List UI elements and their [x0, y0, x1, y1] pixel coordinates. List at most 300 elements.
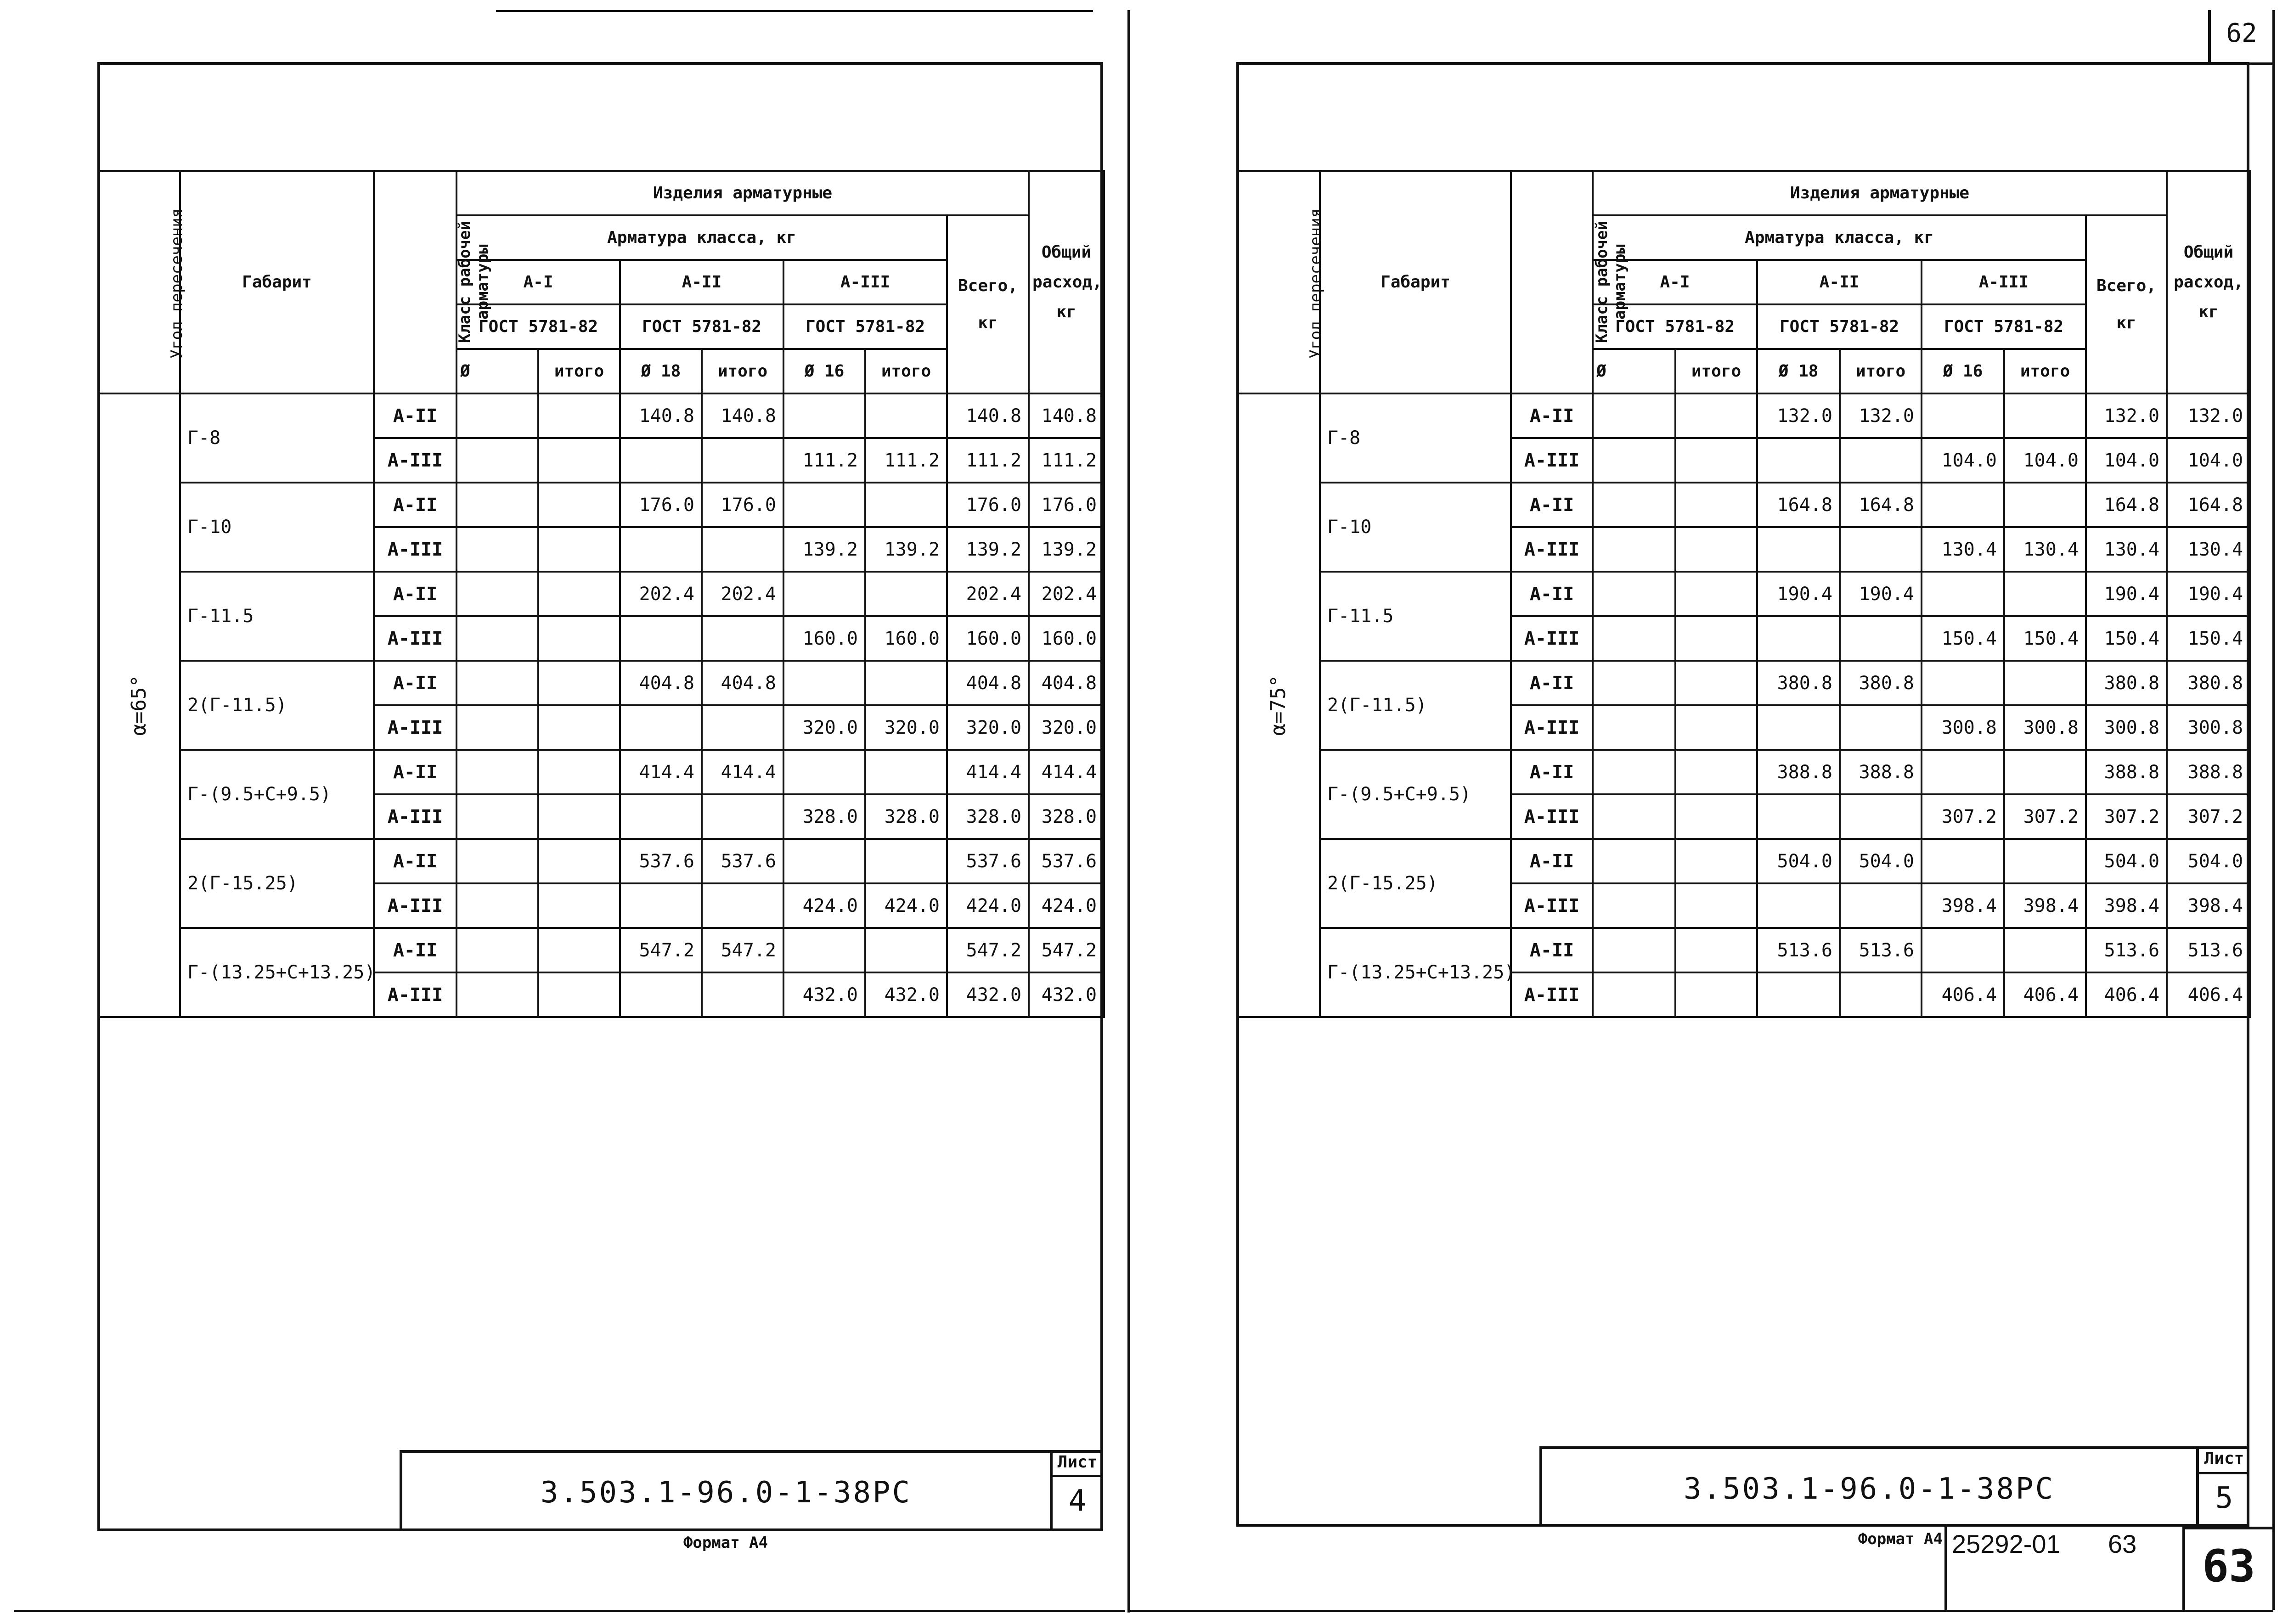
- hdr-total-1: Всего,: [958, 276, 1018, 295]
- general-cell: 398.4: [2167, 883, 2250, 928]
- hdr-dia: Ø: [1593, 349, 1675, 393]
- empty-cell: [865, 483, 947, 527]
- general-cell: 176.0: [1029, 483, 1104, 527]
- general-cell: 150.4: [2167, 616, 2250, 661]
- empty-cell: [2004, 661, 2086, 705]
- hdr-a2: А-II: [620, 260, 783, 304]
- gabarit-cell: Г-10: [1320, 483, 1511, 572]
- total-cell: 202.4: [947, 572, 1029, 616]
- top-edge-line: [496, 10, 1093, 12]
- general-cell: 504.0: [2167, 839, 2250, 883]
- hdr-a3: А-III: [1922, 260, 2086, 304]
- empty-cell: [538, 750, 620, 794]
- empty-cell: [783, 750, 865, 794]
- rebar-class-cell: А-II: [1511, 750, 1593, 794]
- empty-cell: [538, 839, 620, 883]
- value-cell: 404.8: [620, 661, 702, 705]
- empty-cell: [1593, 972, 1675, 1017]
- total-cell: 380.8: [2086, 661, 2167, 705]
- empty-cell: [1593, 483, 1675, 527]
- value-cell: 130.4: [2004, 527, 2086, 572]
- inventory-number: 25292-01: [1952, 1529, 2061, 1558]
- table-row: [98, 572, 1104, 616]
- value-cell: 190.4: [1840, 572, 1922, 616]
- hdr-total-2: кг: [978, 314, 998, 332]
- empty-cell: [538, 483, 620, 527]
- total-cell: 111.2: [947, 438, 1029, 483]
- empty-cell: [783, 839, 865, 883]
- total-cell: 307.2: [2086, 794, 2167, 839]
- empty-cell: [538, 972, 620, 1017]
- general-cell: 432.0: [1029, 972, 1104, 1017]
- rebar-class-cell: А-III: [1511, 616, 1593, 661]
- table-row: [1237, 661, 2250, 705]
- empty-cell: [1675, 750, 1757, 794]
- general-cell: 328.0: [1029, 794, 1104, 839]
- rebar-class-cell: А-III: [1511, 883, 1593, 928]
- empty-cell: [1922, 750, 2004, 794]
- stamp-right-code: 3.503.1-96.0-1-38РС: [1683, 1472, 2055, 1506]
- stamp-right-sheet-divider: [2196, 1472, 2249, 1474]
- table-row: [1237, 572, 2250, 616]
- format-right: Формат А4: [1858, 1530, 1943, 1548]
- rebar-class-cell: А-III: [374, 527, 456, 572]
- value-cell: 513.6: [1757, 928, 1840, 972]
- rebar-class-cell: А-II: [1511, 928, 1593, 972]
- total-cell: 132.0: [2086, 393, 2167, 438]
- rebar-class-cell: А-III: [374, 438, 456, 483]
- format-left: Формат А4: [683, 1534, 768, 1552]
- gabarit-cell: Г-(9.5+С+9.5): [180, 750, 374, 839]
- hdr-itogo-a2: итого: [702, 349, 783, 393]
- empty-cell: [702, 972, 783, 1017]
- rebar-class-cell: А-II: [1511, 661, 1593, 705]
- empty-cell: [538, 616, 620, 661]
- empty-cell: [1757, 883, 1840, 928]
- hdr-dia16: Ø 16: [1922, 349, 2004, 393]
- gabarit-cell: Г-11.5: [1320, 572, 1511, 661]
- hdr-dia18: Ø 18: [620, 349, 702, 393]
- hdr-itogo-a1: итого: [538, 349, 620, 393]
- gabarit-cell: Г-(13.25+С+13.25): [1320, 928, 1511, 1017]
- sheet-right-outer-edge: [2272, 62, 2275, 1550]
- general-cell: 320.0: [1029, 705, 1104, 750]
- table-row: [98, 839, 1104, 883]
- value-cell: 398.4: [2004, 883, 2086, 928]
- hdr-dia16: Ø 16: [783, 349, 865, 393]
- empty-cell: [456, 572, 538, 616]
- angle-cell: [1237, 393, 1320, 1017]
- empty-cell: [620, 705, 702, 750]
- value-cell: 300.8: [2004, 705, 2086, 750]
- empty-cell: [1593, 705, 1675, 750]
- empty-cell: [456, 750, 538, 794]
- hdr-products: Изделия арматурные: [456, 171, 1029, 215]
- table-row: [1237, 750, 2250, 794]
- value-cell: 132.0: [1840, 393, 1922, 438]
- general-cell: 190.4: [2167, 572, 2250, 616]
- rebar-class-cell: А-II: [374, 750, 456, 794]
- hdr-gabarit: Габарит: [180, 171, 374, 393]
- hdr-a3: А-III: [783, 260, 947, 304]
- empty-cell: [1593, 750, 1675, 794]
- value-cell: 424.0: [865, 883, 947, 928]
- value-cell: 424.0: [783, 883, 865, 928]
- table-row: [98, 661, 1104, 705]
- stamp-left-sheet-divider: [1050, 1475, 1103, 1477]
- empty-cell: [538, 794, 620, 839]
- empty-cell: [620, 527, 702, 572]
- empty-cell: [1593, 661, 1675, 705]
- empty-cell: [456, 438, 538, 483]
- value-cell: 404.8: [702, 661, 783, 705]
- empty-cell: [865, 572, 947, 616]
- total-cell: 537.6: [947, 839, 1029, 883]
- empty-cell: [1593, 839, 1675, 883]
- hdr-total-1: Всего,: [2096, 276, 2157, 295]
- value-cell: 406.4: [2004, 972, 2086, 1017]
- empty-cell: [1922, 661, 2004, 705]
- empty-cell: [456, 661, 538, 705]
- empty-cell: [1675, 393, 1757, 438]
- value-cell: 388.8: [1840, 750, 1922, 794]
- empty-cell: [1757, 527, 1840, 572]
- total-cell: 164.8: [2086, 483, 2167, 527]
- rebar-class-cell: А-III: [1511, 527, 1593, 572]
- spec-table-left: [97, 170, 1105, 1018]
- empty-cell: [456, 705, 538, 750]
- total-cell: 504.0: [2086, 839, 2167, 883]
- rebar-class-cell: А-II: [1511, 572, 1593, 616]
- empty-cell: [538, 705, 620, 750]
- value-cell: 104.0: [1922, 438, 2004, 483]
- gabarit-cell: 2(Г-11.5): [1320, 661, 1511, 750]
- gabarit-cell: 2(Г-15.25): [180, 839, 374, 928]
- empty-cell: [1840, 527, 1922, 572]
- empty-cell: [865, 928, 947, 972]
- empty-cell: [538, 572, 620, 616]
- empty-cell: [1593, 393, 1675, 438]
- angle-value: α=65°: [127, 674, 151, 736]
- empty-cell: [456, 483, 538, 527]
- general-cell: 160.0: [1029, 616, 1104, 661]
- rebar-class-cell: А-III: [374, 705, 456, 750]
- hdr-dia18: Ø 18: [1757, 349, 1840, 393]
- value-cell: 307.2: [1922, 794, 2004, 839]
- total-cell: 547.2: [947, 928, 1029, 972]
- rebar-class-cell: А-II: [374, 928, 456, 972]
- value-cell: 300.8: [1922, 705, 2004, 750]
- hdr-general: [2167, 171, 2250, 393]
- empty-cell: [456, 794, 538, 839]
- general-cell: 406.4: [2167, 972, 2250, 1017]
- general-cell: 139.2: [1029, 527, 1104, 572]
- inventory-left-divider: [1944, 1527, 1947, 1610]
- value-cell: 202.4: [702, 572, 783, 616]
- general-cell: 537.6: [1029, 839, 1104, 883]
- empty-cell: [865, 750, 947, 794]
- table-row: [98, 928, 1104, 972]
- empty-cell: [620, 883, 702, 928]
- rebar-class-cell: А-III: [374, 616, 456, 661]
- hdr-total: [947, 215, 1029, 393]
- stamp-right-sheet-label: Лист: [2204, 1449, 2244, 1468]
- empty-cell: [1840, 438, 1922, 483]
- total-cell: 300.8: [2086, 705, 2167, 750]
- empty-cell: [1840, 616, 1922, 661]
- value-cell: 537.6: [702, 839, 783, 883]
- value-cell: 513.6: [1840, 928, 1922, 972]
- empty-cell: [783, 393, 865, 438]
- empty-cell: [538, 438, 620, 483]
- empty-cell: [865, 393, 947, 438]
- empty-cell: [1675, 661, 1757, 705]
- hdr-angle: [98, 171, 186, 393]
- stamp-left-sheet-number: 4: [1068, 1484, 1087, 1518]
- gabarit-cell: Г-(9.5+С+9.5): [1320, 750, 1511, 839]
- rebar-class-cell: А-II: [374, 393, 456, 438]
- value-cell: 132.0: [1757, 393, 1840, 438]
- angle-value: α=75°: [1266, 674, 1290, 736]
- table-row: [98, 750, 1104, 794]
- empty-cell: [1922, 839, 2004, 883]
- hdr-gost-a1: ГОСТ 5781-82: [1593, 304, 1757, 349]
- hdr-dia: Ø: [456, 349, 538, 393]
- value-cell: 504.0: [1757, 839, 1840, 883]
- hdr-class-work: [1511, 171, 1629, 393]
- value-cell: 140.8: [620, 393, 702, 438]
- empty-cell: [1840, 794, 1922, 839]
- value-cell: 320.0: [865, 705, 947, 750]
- bottom-edge-line-right: [1130, 1610, 2273, 1612]
- hdr-angle-text: Угол пересечения: [168, 208, 186, 359]
- value-cell: 388.8: [1757, 750, 1840, 794]
- value-cell: 164.8: [1757, 483, 1840, 527]
- total-cell: 190.4: [2086, 572, 2167, 616]
- value-cell: 150.4: [1922, 616, 2004, 661]
- total-cell: 320.0: [947, 705, 1029, 750]
- empty-cell: [2004, 572, 2086, 616]
- value-cell: 307.2: [2004, 794, 2086, 839]
- value-cell: 150.4: [2004, 616, 2086, 661]
- empty-cell: [783, 572, 865, 616]
- stamp-right-sheet-number: 5: [2215, 1481, 2233, 1515]
- empty-cell: [1675, 705, 1757, 750]
- value-cell: 202.4: [620, 572, 702, 616]
- total-cell: 388.8: [2086, 750, 2167, 794]
- table-row: [1237, 483, 2250, 527]
- hdr-angle-text: Угол пересечения: [1307, 208, 1325, 359]
- stamp-left-code: 3.503.1-96.0-1-38РС: [540, 1476, 912, 1510]
- table-row: [1237, 839, 2250, 883]
- value-cell: 547.2: [702, 928, 783, 972]
- general-cell: 307.2: [2167, 794, 2250, 839]
- general-cell: 164.8: [2167, 483, 2250, 527]
- rebar-class-cell: А-II: [374, 839, 456, 883]
- rebar-class-cell: А-III: [374, 794, 456, 839]
- total-cell: 414.4: [947, 750, 1029, 794]
- hdr-general-1: Общий: [2183, 243, 2234, 262]
- value-cell: 104.0: [2004, 438, 2086, 483]
- empty-cell: [1593, 928, 1675, 972]
- gabarit-cell: Г-10: [180, 483, 374, 572]
- empty-cell: [783, 483, 865, 527]
- value-cell: 537.6: [620, 839, 702, 883]
- hdr-gost-a1: ГОСТ 5781-82: [456, 304, 620, 349]
- empty-cell: [1840, 883, 1922, 928]
- total-cell: 432.0: [947, 972, 1029, 1017]
- rebar-class-cell: А-III: [1511, 438, 1593, 483]
- empty-cell: [1757, 794, 1840, 839]
- value-cell: 504.0: [1840, 839, 1922, 883]
- value-cell: 176.0: [620, 483, 702, 527]
- empty-cell: [538, 661, 620, 705]
- rebar-class-cell: А-II: [374, 572, 456, 616]
- general-cell: 132.0: [2167, 393, 2250, 438]
- empty-cell: [538, 928, 620, 972]
- empty-cell: [1840, 705, 1922, 750]
- center-fold-line: [1127, 10, 1130, 1613]
- empty-cell: [702, 705, 783, 750]
- hdr-general-3: кг: [1056, 303, 1076, 321]
- empty-cell: [538, 883, 620, 928]
- hdr-general-1: Общий: [1041, 243, 1092, 262]
- general-cell: 111.2: [1029, 438, 1104, 483]
- hdr-itogo-a3: итого: [2004, 349, 2086, 393]
- empty-cell: [1675, 972, 1757, 1017]
- empty-cell: [1757, 438, 1840, 483]
- total-cell: 406.4: [2086, 972, 2167, 1017]
- hdr-gost-a2: ГОСТ 5781-82: [620, 304, 783, 349]
- rebar-class-cell: А-II: [374, 483, 456, 527]
- general-cell: 130.4: [2167, 527, 2250, 572]
- hdr-itogo-a1: итого: [1675, 349, 1757, 393]
- empty-cell: [456, 839, 538, 883]
- value-cell: 328.0: [865, 794, 947, 839]
- empty-cell: [456, 972, 538, 1017]
- empty-cell: [702, 794, 783, 839]
- empty-cell: [620, 438, 702, 483]
- empty-cell: [1675, 928, 1757, 972]
- spec-table-right: [1236, 170, 2251, 1018]
- table-row: [1237, 928, 2250, 972]
- total-cell: 130.4: [2086, 527, 2167, 572]
- table-row: [98, 393, 1104, 438]
- rebar-class-cell: А-III: [1511, 972, 1593, 1017]
- gabarit-cell: Г-8: [1320, 393, 1511, 483]
- hdr-a1: А-I: [1593, 260, 1757, 304]
- value-cell: 432.0: [783, 972, 865, 1017]
- empty-cell: [2004, 928, 2086, 972]
- general-cell: 140.8: [1029, 393, 1104, 438]
- empty-cell: [1757, 705, 1840, 750]
- general-cell: 547.2: [1029, 928, 1104, 972]
- table-row: [98, 483, 1104, 527]
- hdr-gost-a2: ГОСТ 5781-82: [1757, 304, 1922, 349]
- value-cell: 160.0: [783, 616, 865, 661]
- empty-cell: [702, 527, 783, 572]
- total-cell: 160.0: [947, 616, 1029, 661]
- value-cell: 432.0: [865, 972, 947, 1017]
- empty-cell: [2004, 750, 2086, 794]
- hdr-general-2: расход,: [2174, 273, 2243, 292]
- general-cell: 300.8: [2167, 705, 2250, 750]
- empty-cell: [456, 393, 538, 438]
- general-cell: 380.8: [2167, 661, 2250, 705]
- rebar-class-cell: А-II: [374, 661, 456, 705]
- value-cell: 328.0: [783, 794, 865, 839]
- general-cell: 104.0: [2167, 438, 2250, 483]
- hdr-general-3: кг: [2198, 303, 2219, 321]
- value-cell: 111.2: [865, 438, 947, 483]
- empty-cell: [702, 883, 783, 928]
- empty-cell: [456, 616, 538, 661]
- empty-cell: [2004, 393, 2086, 438]
- value-cell: 380.8: [1757, 661, 1840, 705]
- general-cell: 424.0: [1029, 883, 1104, 928]
- empty-cell: [1675, 527, 1757, 572]
- value-cell: 140.8: [702, 393, 783, 438]
- hdr-class-work: [374, 171, 492, 393]
- empty-cell: [783, 928, 865, 972]
- empty-cell: [1593, 883, 1675, 928]
- total-cell: 140.8: [947, 393, 1029, 438]
- table-row: [1237, 393, 2250, 438]
- value-cell: 130.4: [1922, 527, 2004, 572]
- general-cell: 388.8: [2167, 750, 2250, 794]
- hdr-gabarit: Габарит: [1320, 171, 1511, 393]
- value-cell: 139.2: [865, 527, 947, 572]
- empty-cell: [1593, 527, 1675, 572]
- empty-cell: [538, 393, 620, 438]
- total-cell: 176.0: [947, 483, 1029, 527]
- value-cell: 398.4: [1922, 883, 2004, 928]
- empty-cell: [702, 438, 783, 483]
- value-cell: 380.8: [1840, 661, 1922, 705]
- empty-cell: [620, 616, 702, 661]
- empty-cell: [1675, 839, 1757, 883]
- hdr-itogo-a2: итого: [1840, 349, 1922, 393]
- stamp-left-sheet-label: Лист: [1057, 1453, 1098, 1472]
- empty-cell: [456, 527, 538, 572]
- bottom-edge-line-left: [14, 1610, 1125, 1612]
- empty-cell: [1757, 972, 1840, 1017]
- empty-cell: [456, 928, 538, 972]
- total-cell: 139.2: [947, 527, 1029, 572]
- empty-cell: [1675, 794, 1757, 839]
- gabarit-cell: Г-11.5: [180, 572, 374, 661]
- empty-cell: [1593, 794, 1675, 839]
- value-cell: 111.2: [783, 438, 865, 483]
- total-cell: 398.4: [2086, 883, 2167, 928]
- empty-cell: [1840, 972, 1922, 1017]
- gabarit-cell: 2(Г-15.25): [1320, 839, 1511, 928]
- empty-cell: [702, 616, 783, 661]
- hdr-total: [2086, 215, 2167, 393]
- value-cell: 176.0: [702, 483, 783, 527]
- hdr-general-2: расход,: [1032, 273, 1102, 292]
- value-cell: 139.2: [783, 527, 865, 572]
- empty-cell: [1675, 616, 1757, 661]
- general-cell: 513.6: [2167, 928, 2250, 972]
- hdr-gost-a3: ГОСТ 5781-82: [783, 304, 947, 349]
- inventory-page: 63: [2108, 1529, 2137, 1558]
- rebar-class-cell: А-II: [1511, 483, 1593, 527]
- hdr-a2: А-II: [1757, 260, 1922, 304]
- empty-cell: [2004, 839, 2086, 883]
- hdr-class-work-text: Класс рабочей арматуры: [455, 221, 492, 343]
- general-cell: 414.4: [1029, 750, 1104, 794]
